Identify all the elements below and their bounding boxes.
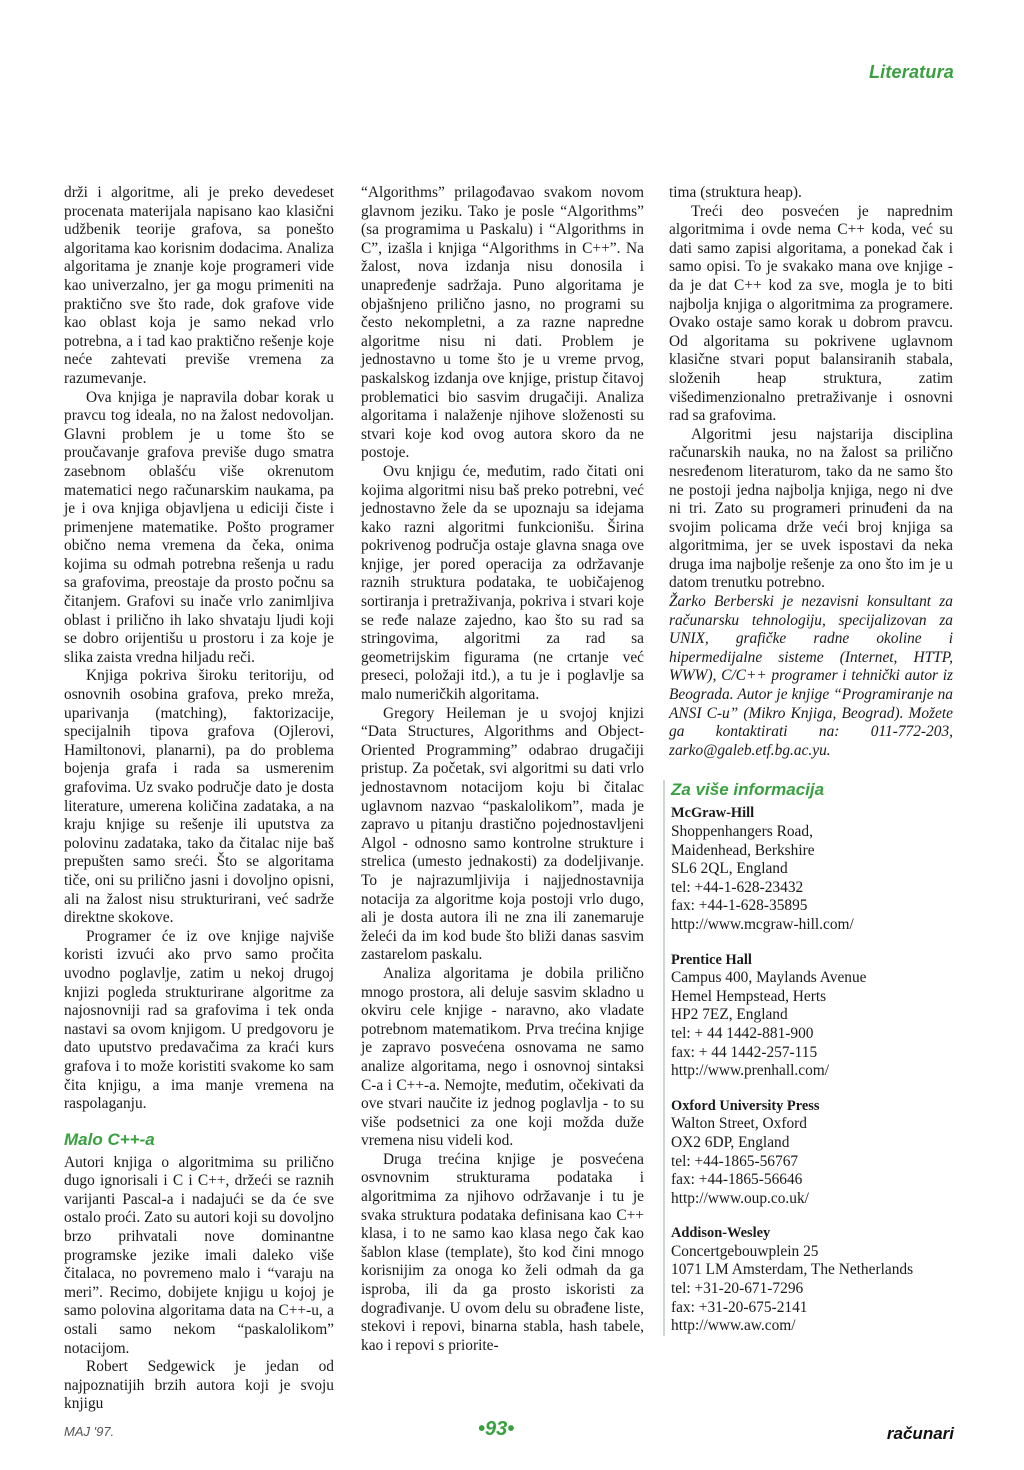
paragraph: Analiza algoritama je dobila prilično mnogo prostora, ali deluje sasvim skladno u okviru cele knjige - naravno, ako vladate potrebnom matematikom. Prva trećina knjige je zapravo posvećena osnovama ne samo analize algoritama, nego i osnovnoj sintaksi C-a i C++-a. Nemojte, međutim, očekivati da ove stvari naučite iz jednog poglavlja - to su više podsetnici za one koji možda duže vremena nisu videli kod. xyxy=(361,964,644,1150)
address-line: Concertgebouwplein 25 xyxy=(671,1242,819,1260)
url-line: http://www.mcgraw-hill.com/ xyxy=(671,915,854,933)
publisher-block xyxy=(671,951,953,1081)
address-line: SL6 2QL, England xyxy=(671,860,788,878)
phone-line: tel: + 44 1442-881-900 xyxy=(671,1024,814,1042)
address-line: Hemel Hempstead, Herts xyxy=(671,987,827,1005)
paragraph: Druga trećina knjige je posvećena osvnovnim strukturama podataka i algoritmima za njihovo održavanje i tu je svaka struktura podataka definisana kao C++ klasa, i to ne samo kao klasa nego čak kao šablon klase (template), što kod čini mnogo korisnijim za onoga ko želi odmah da ga isproba, ili da ga prosto iskoristi za dograđivanje. U ovom delu su obrađene liste, stekovi i repovi, binarna stabla, hash tabele, kao i repovi s priorite- xyxy=(361,1150,644,1354)
fax-line: fax: +44-1865-56646 xyxy=(671,1171,803,1189)
paragraph: Algoritmi jesu najstarija disciplina računarskih nauka, no na žalost sa prilično nesređenom literaturom, tako da ne samo što ne postoji jedna najbolja knjiga, nego ni dve ni tri. Zato su programeri prinuđeni da na svojim policama drže veći broj knjiga sa algoritmima, jer se uvek ispostavi da neka druga ima najbolje rešenje za ono što im je u datom trenutku potrebno. xyxy=(669,425,953,592)
url-line: http://www.aw.com/ xyxy=(671,1317,796,1335)
phone-line: tel: +31-20-671-7296 xyxy=(671,1280,804,1298)
paragraph: drži i algoritme, ali je preko devedeset procenata materijala napisano kao klasični udžbenik teorije grafova, sa ponešto algoritama kao korisnim dodacima. Analiza algoritama je znanje koje programeri vide kao univerzalno, jer ga mogu primeniti na praktično sve što rade, dok grafove vide kao oblast koja je samo nekad vrlo potrebna, a i tad kao praktično rešenje koje neće zahtevati previše vremena za razumevanje. xyxy=(64,184,334,387)
address-line: Walton Street, Oxford xyxy=(671,1115,807,1133)
address-line: HP2 7EZ, England xyxy=(671,1006,788,1024)
paragraph: Ovu knjigu će, međutim, rado čitati oni kojima algoritmi nisu baš preko potrebni, već jednostavno žele da se upoznaju sa idejama kako razni algoritmi funkcionišu. Širina pokrivenog područja ostaje glavna snaga ove knjige, jer pored operacija za održavanje raznih struktura podataka, te uobičajenog sortiranja i pretraživanja, pokriva i stvari koje se ređe nalaze zajedno, kao što su rad sa stringovima, algoritmi za rad sa geometrijskim figurama (ne crtanje već preseci, položaji itd.), a tu je i poglavlje sa malo numeričkih algoritama. xyxy=(361,462,644,704)
info-box xyxy=(663,780,953,1335)
address-line: Campus 400, Maylands Avenue xyxy=(671,969,867,987)
column-2 xyxy=(361,184,644,1355)
publisher-block xyxy=(671,804,953,934)
section-label: Literatura xyxy=(868,62,954,82)
publisher-name: Addison-Wesley xyxy=(671,1225,771,1242)
section-heading: Malo C++-a xyxy=(64,1129,155,1149)
fax-line: fax: +31-20-675-2141 xyxy=(671,1298,808,1316)
phone-line: tel: +44-1865-56767 xyxy=(671,1152,799,1170)
author-note: Žarko Berberski je nezavisni konsultant za računarsku tehnologiju, specijalizovan za UNIX, grafičke radne okoline i hipermedijalne sisteme (Internet, HTTP, WWW), C/C++ programer i tehnički autor iz Beograda. Autor je knjige “Programiranje na ANSI C-u” (Mikro Knjiga, Beograd). Možete ga kontaktirati na: 011-772-203, zarko@galeb.etf.bg.ac.yu. xyxy=(669,593,953,759)
publisher-name: Oxford University Press xyxy=(671,1097,820,1114)
publisher-block xyxy=(671,1097,953,1209)
url-line: http://www.oup.co.uk/ xyxy=(671,1189,809,1207)
paragraph: Ova knjiga je napravila dobar korak u pravcu tog ideala, no na žalost nedovoljan. Glavni problem je u tome što se proučavanje grafova previše dugo smatra zasebnom oblašću više okrenutom matematici nego računarskim naukama, pa je i ova knjiga objavljena u ediciji čiste i primenjene matematike. Pošto programer obično nema vremena da čeka, onima kojima su odmah potrebna rešenja u radu sa grafovima, preostaje da prosto počnu sa čitanjem. Grafovi su inače vrlo zanimljiva oblast i prilično ih lako shvataju ljudi koji se dobro orijentišu u prostoru i za koje je slika zaista vredna hiljadu reči. xyxy=(64,388,334,666)
paragraph: Knjiga pokriva široku teritoriju, od osnovnih osobina grafova, preko mreža, uparivanja (matching), faktorizacije, specijalnih tipova grafova (Ojlerovi, Hamiltonovi, planarni), pa do problema bojenja grafa i rada sa usmerenim grafovima. Uz svako područje dato je dosta literature, umerena količina zadataka, a na kraju knjige su rešenje ili uputstva za polovinu zadataka, tako da čitalac nije baš prepušten samo sreći. Što se algoritama tiče, oni su prilično jasni i dovoljno opisni, ali na žalost nisu strukturirani, već sadrže direktne skokove. xyxy=(64,667,334,927)
address-line: Shoppenhangers Road, xyxy=(671,823,813,840)
phone-line: tel: +44-1-628-23432 xyxy=(671,878,804,896)
address-line: Maidenhead, Berkshire xyxy=(671,841,815,859)
page-number: •93• xyxy=(478,1418,515,1440)
paragraph: Gregory Heileman je u svojoj knjizi “Data Structures, Algorithms and Object-Oriented Programming” odabrao drugačiji pristup. Za početak, svi algoritmi su dati vrlo jednostavnom notacijom koju bi čitalac uglavnom nazvao “paskalolikom”, mada je zapravo u pitanju drastično pojednostavljeni Algol - odnosno samo kontrolne strukture i strelica (umesto jednakosti) za dodeljivanje. To je najrazumljivija i najjednostavnija notacija za algoritme koja postoji vrlo dugo, ali je dosta autora ili ne zna ili zanemaruje želeći da im kod bude što bliži danas sasvim zastarelom paskalu. xyxy=(361,704,644,964)
fax-line: fax: + 44 1442-257-115 xyxy=(671,1043,818,1061)
url-line: http://www.prenhall.com/ xyxy=(671,1062,830,1080)
paragraph: Robert Sedgewick je jedan od najpoznatijih brzih autora koji je svoju knjigu xyxy=(64,1358,334,1413)
magazine-name: računari xyxy=(886,1424,954,1443)
publisher-block xyxy=(671,1224,953,1336)
issue-date: MAJ '97. xyxy=(64,1424,115,1439)
address-line: OX2 6DP, England xyxy=(671,1133,790,1151)
column-3 xyxy=(669,184,953,1352)
paragraph: Programer će iz ove knjige najviše koristi izvući ako prvo samo pročita uvodno poglavlje, zatim u nekoj drugoj knjizi pogleda strukturirane algoritme za najosnovniji rad sa grafovima i tek onda nastavi sa ovom knjigom. U predgovoru je dato uputstvo predavačima za kraći kurs grafova i to može koristiti svakome ko sam čita knjigu, a ima manje vremena na raspolaganju. xyxy=(64,927,334,1113)
address-line: 1071 LM Amsterdam, The Netherlands xyxy=(671,1261,914,1279)
column-1 xyxy=(64,184,334,1414)
publisher-name: McGraw-Hill xyxy=(671,805,755,822)
fax-line: fax: +44-1-628-35895 xyxy=(671,897,808,915)
info-heading: Za više informacija xyxy=(671,780,825,800)
paragraph: “Algorithms” prilagođavao svakom novom glavnom jeziku. Tako je posle “Algorithms” (sa programima u Paskalu) i “Algorithms in C”, izašla i knjiga “Algorithms in C++”. Na žalost, nova izdanja nisu donosila i unapređenje sadržaja. Puno algoritama je objašnjeno prilično jasno, no programi su često nekompletni, a za razne napredne algoritme nisu ni dati. Problem je jednostavno u tome što je u vreme prvog, paskalskog izdanja ove knjige, pristup čitavoj problematici bio sasvim drugačiji. Analiza algoritama i nalaženje njihove složenosti su stvari koje kod ovog autora skoro da ne postoje. xyxy=(361,184,644,462)
paragraph: Treći deo posvećen je naprednim algoritmima i ovde nema C++ koda, već su dati samo zapisi algoritama, a ponekad čak i samo opisi. To je svakako mana ove knjige - da je dat C++ kod za sve, mogla je to biti najbolja knjiga o algoritmima za programere. Ovako ostaje samo korak u dobrom pravcu. Od algoritama su pokrivene uglavnom klasične stvari poput balansiranih stabala, složenih heap struktura, zatim višedimenzionalno pretraživanje i osnovni rad sa grafovima. xyxy=(669,202,953,425)
paragraph: Autori knjiga o algoritmima su prilično dugo ignorisali i C i C++, držeći se raznih varijanti Pascal-a i nadajući se da će sve ostalo proći. Zato su autori koji su dovoljno brzo prihvatali nove dominantne programske jezike imali daleko više čitalaca, no povremeno malo i “varaju na meri”. Recimo, dobijete knjigu u kojoj je samo polovina algoritama data na C++-u, a ostali samo nekom “paskalolikom” notacijom. xyxy=(64,1153,334,1357)
paragraph: tima (struktura heap). xyxy=(669,184,802,201)
publisher-name: Prentice Hall xyxy=(671,951,752,968)
